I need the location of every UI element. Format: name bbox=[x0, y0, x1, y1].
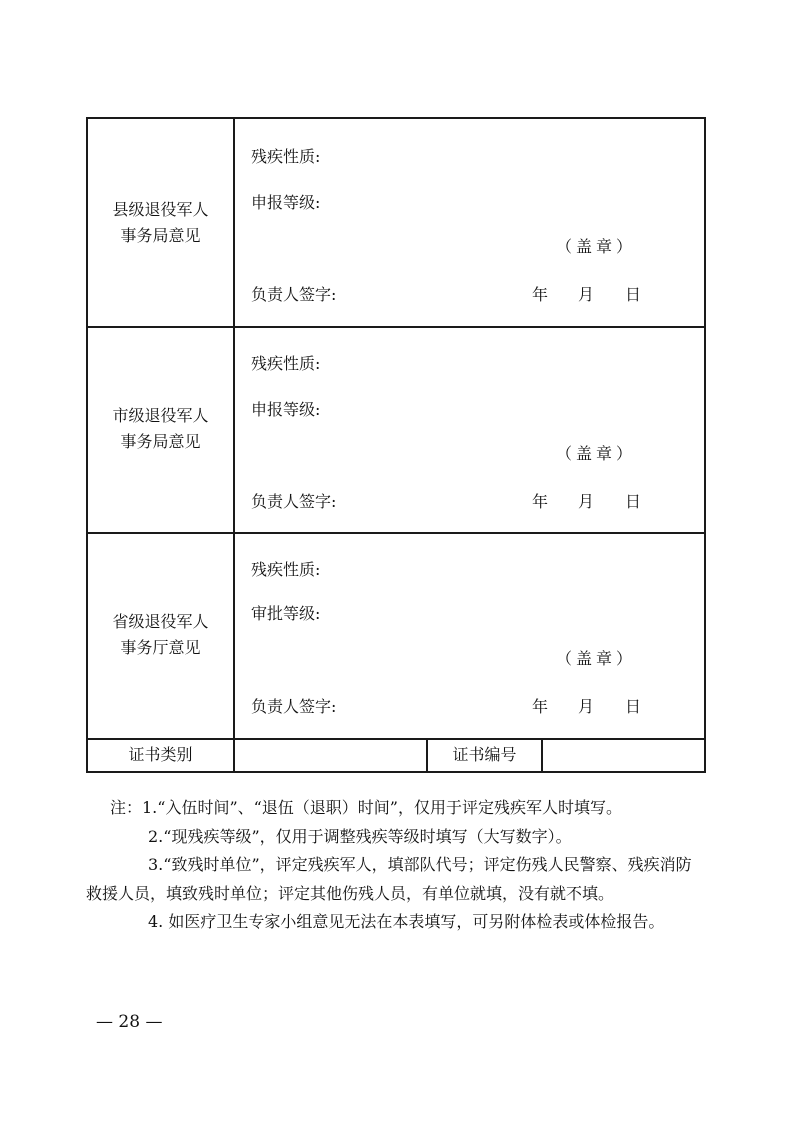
seal-label: （盖章） bbox=[556, 649, 637, 668]
signer-label: 负责人签字: bbox=[251, 285, 337, 304]
section-label-line2: 事务局意见 bbox=[120, 432, 201, 451]
certificate-type-label: 证书类别 bbox=[128, 745, 193, 764]
disability-nature-label: 残疾性质: bbox=[251, 354, 321, 373]
month-label: 月 bbox=[578, 492, 595, 511]
certificate-number-field[interactable] bbox=[543, 737, 704, 771]
seal-label: （盖章） bbox=[556, 444, 637, 463]
county-opinion-section bbox=[88, 119, 704, 326]
certificate-row bbox=[88, 739, 704, 773]
county-section-label bbox=[88, 197, 233, 249]
note-1: 注：1.“入伍时间”、“退伍（退职）时间”，仅用于评定残疾军人时填写。 bbox=[110, 798, 622, 817]
note-2: 2.“现残疾等级”，仅用于调整残疾等级时填写（大写数字）。 bbox=[148, 826, 572, 846]
disability-nature-label: 残疾性质: bbox=[251, 560, 321, 579]
disability-nature-label: 残疾性质: bbox=[251, 147, 321, 166]
section-label-line2: 事务局意见 bbox=[120, 226, 201, 245]
day-label: 日 bbox=[625, 697, 642, 716]
province-opinion-section bbox=[88, 532, 704, 738]
section-label-line1: 县级退役军人 bbox=[112, 200, 209, 219]
approved-grade-label: 审批等级: bbox=[251, 604, 321, 623]
year-label: 年 bbox=[532, 697, 549, 716]
page-number: — 28 — bbox=[96, 1012, 163, 1032]
certificate-type-field[interactable] bbox=[235, 737, 425, 771]
signer-label: 负责人签字: bbox=[251, 492, 337, 511]
month-label: 月 bbox=[578, 697, 595, 716]
province-section-label bbox=[88, 609, 233, 661]
day-label: 日 bbox=[625, 492, 642, 511]
year-label: 年 bbox=[532, 492, 549, 511]
year-label: 年 bbox=[532, 285, 549, 304]
review-form-table bbox=[86, 117, 706, 773]
note-4: 4. 如医疗卫生专家小组意见无法在本表填写，可另附体检表或体检报告。 bbox=[148, 912, 665, 931]
certificate-number-label: 证书编号 bbox=[452, 745, 517, 764]
day-label: 日 bbox=[625, 285, 642, 304]
seal-label: （盖章） bbox=[556, 237, 637, 256]
section-label-line1: 省级退役军人 bbox=[112, 612, 209, 631]
declared-grade-label: 申报等级: bbox=[251, 193, 321, 212]
section-label-line2: 事务厅意见 bbox=[120, 638, 201, 657]
city-opinion-section bbox=[88, 326, 704, 532]
note-3: 3.“致残时单位”，评定残疾军人，填部队代号；评定伤残人民警察、残疾消防救援人员，填致残时单位；评定其他伤残人员，有单位就填，没有就不填。 bbox=[86, 855, 692, 903]
signer-label: 负责人签字: bbox=[251, 697, 337, 716]
section-label-line1: 市级退役军人 bbox=[112, 406, 209, 425]
city-section-label bbox=[88, 403, 233, 455]
notes-block bbox=[86, 794, 706, 937]
month-label: 月 bbox=[578, 285, 595, 304]
declared-grade-label: 申报等级: bbox=[251, 400, 321, 419]
